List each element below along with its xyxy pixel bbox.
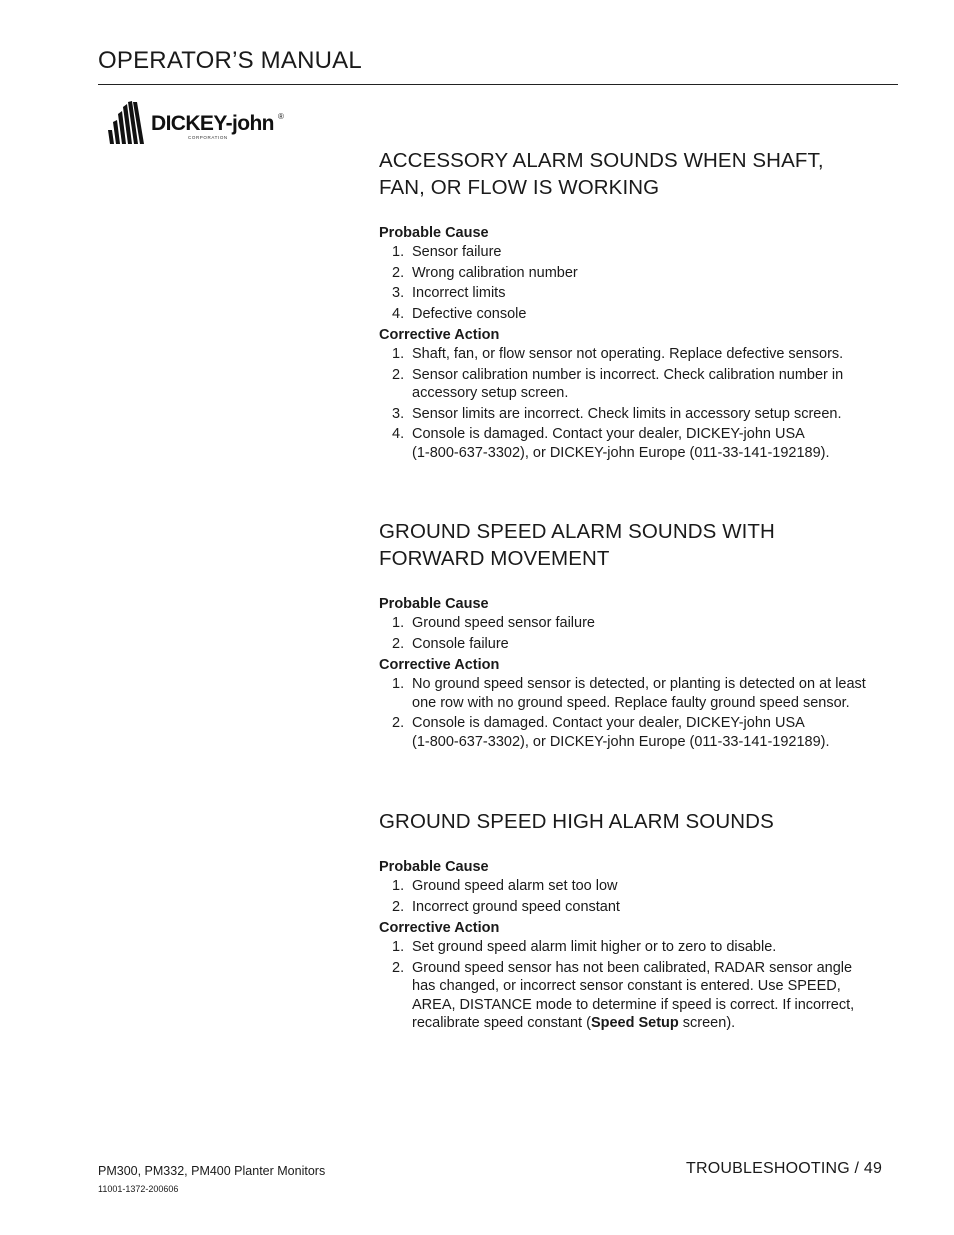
list-item: 4. Defective console (392, 305, 527, 322)
list-item: 3. Sensor limits are incorrect. Check limits in accessory setup screen. (392, 405, 842, 422)
list-item: 1. Set ground speed alarm limit higher or to zero to disable. (392, 939, 777, 955)
list-item: 1. Ground speed sensor failure (392, 615, 595, 631)
section-heading (379, 808, 899, 835)
logo-brand-text: DICKEY-john (151, 112, 274, 135)
corrective-action-label: Corrective Action (379, 657, 500, 673)
section-ground-speed-high-alarm (379, 808, 899, 1035)
speed-setup-emphasis: Speed Setup (590, 1015, 679, 1031)
list-item: 2. Incorrect ground speed constant (392, 898, 620, 915)
section-ground-speed-alarm (379, 518, 899, 753)
section-accessory-alarm (379, 147, 899, 464)
list-item: 2. Sensor calibration number is incorrect. Check calibration number in accessory setup screen. (392, 366, 844, 401)
list-item: 2. Ground speed sensor has not been calibrated, RADAR sensor angle has changed, or incorrect sensor constant is entered. Use SPEED, AREA, DISTANCE mode to determine if speed is correct. If incorrect, recalibrate speed constant (Speed Setup screen). (392, 959, 855, 1031)
section-heading (379, 518, 899, 572)
corrective-action-label: Corrective Action (379, 920, 500, 936)
heading-line: ACCESSORY ALARM SOUNDS WHEN SHAFT, (379, 149, 824, 172)
header-divider (98, 84, 898, 85)
probable-cause-list (379, 877, 899, 916)
corrective-action-label: Corrective Action (379, 327, 500, 343)
footer-product-name: PM300, PM332, PM400 Planter Monitors (98, 1164, 326, 1178)
footer-page-number: TROUBLESHOOTING / 49 (686, 1160, 883, 1177)
list-item: 2. Wrong calibration number (392, 264, 578, 281)
logo-corporation-text: CORPORATION (188, 135, 228, 140)
corrective-action-list (379, 675, 899, 751)
list-item: 2. Console is damaged. Contact your dealer, DICKEY-john USA (1-800-637-3302), or DICKEY-john Europe (011-33-141-192189). (392, 715, 830, 750)
list-item: 1. Sensor failure (392, 244, 502, 260)
logo-registered-mark: ® (278, 112, 284, 121)
heading-line: FAN, OR FLOW IS WORKING (379, 176, 660, 199)
corrective-action-list (379, 938, 899, 1033)
dickey-john-stripes-logo-icon (106, 100, 150, 146)
company-logo (106, 100, 296, 148)
page-header-title: OPERATOR’S MANUAL (98, 47, 362, 74)
probable-cause-label: Probable Cause (379, 225, 489, 241)
probable-cause-label: Probable Cause (379, 859, 489, 875)
heading-line: GROUND SPEED HIGH ALARM SOUNDS (379, 810, 774, 833)
heading-line: GROUND SPEED ALARM SOUNDS WITH (379, 520, 775, 543)
list-item: 1. Ground speed alarm set too low (392, 878, 618, 894)
probable-cause-label: Probable Cause (379, 596, 489, 612)
probable-cause-list (379, 614, 899, 653)
corrective-action-list (379, 345, 899, 462)
list-item: 3. Incorrect limits (392, 285, 506, 301)
list-item: 1. No ground speed sensor is detected, or planting is detected on at least one row with no ground speed. Replace faulty ground speed sensor. (392, 676, 866, 711)
section-heading (379, 147, 899, 201)
footer-document-code: 11001-1372-200606 (98, 1184, 179, 1194)
list-item: 2. Console failure (392, 635, 509, 652)
heading-line: FORWARD MOVEMENT (379, 547, 610, 570)
list-item: 1. Shaft, fan, or flow sensor not operating. Replace defective sensors. (392, 346, 844, 362)
probable-cause-list (379, 243, 899, 323)
list-item: 4. Console is damaged. Contact your dealer, DICKEY-john USA (1-800-637-3302), or DICKEY-john Europe (011-33-141-192189). (392, 426, 830, 461)
